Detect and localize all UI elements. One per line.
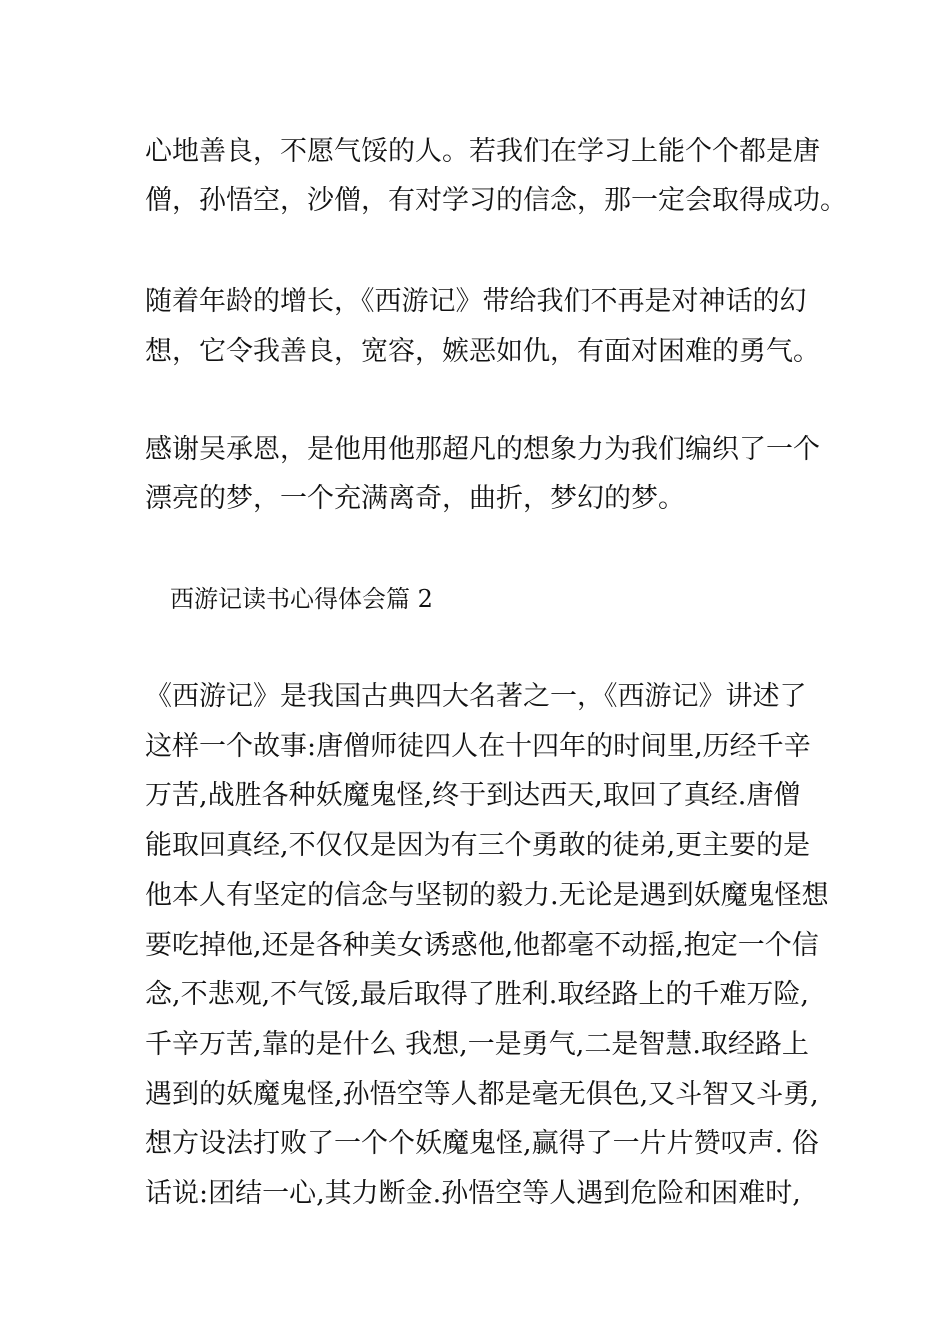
- text-line: 他本人有坚定的信念与坚韧的毅力.无论是遇到妖魔鬼怪想: [145, 880, 829, 911]
- text-line: 僧，孙悟空，沙僧，有对学习的信念，那一定会取得成功。: [145, 185, 847, 216]
- text-line: 念,不悲观,不气馁,最后取得了胜利.取经路上的千难万险,: [145, 979, 809, 1010]
- text-line: 万苦,战胜各种妖魔鬼怪,终于到达西天,取回了真经.唐僧: [145, 780, 801, 811]
- section-heading: 西游记读书心得体会篇 2: [170, 585, 433, 613]
- text-line: 想方设法打败了一个个妖魔鬼怪,赢得了一片片赞叹声. 俗: [145, 1128, 819, 1159]
- text-line: 遇到的妖魔鬼怪,孙悟空等人都是毫无俱色,又斗智又斗勇,: [145, 1079, 819, 1110]
- text-line: 想，它令我善良，宽容，嫉恶如仇，有面对困难的勇气。: [145, 336, 820, 367]
- text-line: 千辛万苦,靠的是什么 我想,一是勇气,二是智慧.取经路上: [145, 1029, 809, 1060]
- text-line: 能取回真经,不仅仅是因为有三个勇敢的徒弟,更主要的是: [145, 830, 811, 861]
- text-line: 《西游记》是我国古典四大名著之一，《西游记》讲述了: [145, 681, 807, 712]
- text-line: 心地善良，不愿气馁的人。若我们在学习上能个个都是唐: [145, 136, 820, 167]
- text-line: 话说:团结一心,其力断金.孙悟空等人遇到危险和困难时,: [145, 1178, 801, 1209]
- text-line: 要吃掉他,还是各种美女诱惑他,他都毫不动摇,抱定一个信: [145, 930, 819, 961]
- text-line: 漂亮的梦，一个充满离奇，曲折，梦幻的梦。: [145, 483, 685, 514]
- text-line: 随着年龄的增长，《西游记》带给我们不再是对神话的幻: [145, 286, 807, 317]
- text-line: 这样一个故事:唐僧师徒四人在十四年的时间里,历经千辛: [145, 731, 811, 762]
- text-line: 感谢吴承恩，是他用他那超凡的想象力为我们编织了一个: [145, 434, 820, 465]
